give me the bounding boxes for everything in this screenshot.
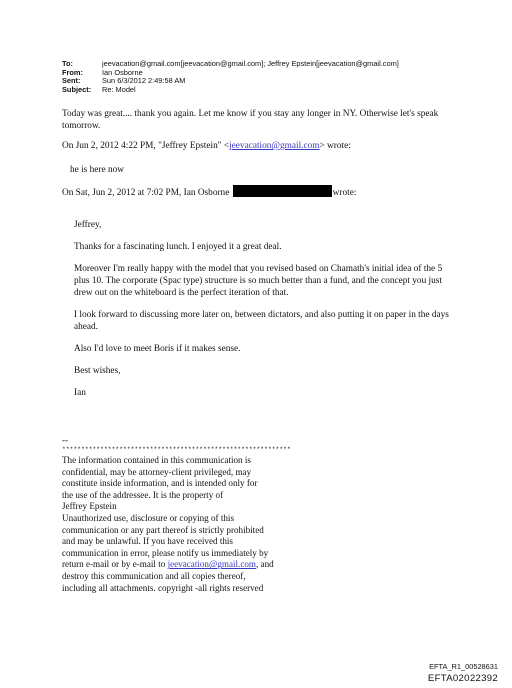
letter-closing: Best wishes, (74, 366, 121, 376)
notice-line: confidential, may be attorney-client privileged, may (62, 466, 252, 477)
header-to-row (62, 60, 502, 69)
confidentiality-notice (62, 455, 372, 594)
quote2-prefix: On Sat, Jun 2, 2012 at 7:02 PM, Ian Osborne (62, 188, 230, 198)
bates-number-1: EFTA_R1_00528631 (429, 662, 498, 671)
email-header (62, 60, 502, 94)
notice-line: including all attachments. copyright -all rights reserved (62, 582, 264, 593)
letter-paragraph-4: Also I'd love to meet Boris if it makes sense. (74, 344, 241, 354)
quote-header-2 (62, 185, 482, 199)
notice-line: Jeffrey Epstein (62, 501, 117, 512)
to-label: To: (62, 59, 73, 68)
notice-email-link[interactable]: jeevacation@gmail.com (167, 559, 256, 570)
signature-dash: -- (62, 435, 68, 445)
from-label: From: (62, 67, 83, 77)
notice-line-prefix: return e-mail or by e-mail to (62, 559, 168, 570)
quoted-letter (74, 219, 454, 409)
quote2-suffix: wrote: (332, 188, 357, 198)
signature-stars: ************************************************************ (62, 446, 291, 453)
notice-line: The information contained in this communication is (62, 455, 251, 465)
quote1-prefix: On Jun 2, 2012 4:22 PM, "Jeffrey Epstein" < (62, 141, 230, 151)
notice-line: communication or any part thereof is strictly prohibited (62, 524, 264, 535)
redaction-box (233, 185, 332, 197)
letter-salutation: Jeffrey, (74, 220, 102, 230)
notice-line: and may be unlawful. If you have received this (62, 536, 233, 547)
he-is-here-text: he is here now (70, 165, 124, 175)
notice-line: destroy this communication and all copies thereof, (62, 570, 246, 581)
header-from-row (62, 69, 502, 78)
letter-paragraph-3: I look forward to discussing more later on, between dictators, and also putting it on paper in the days ahead. (74, 310, 449, 332)
notice-line (62, 559, 372, 571)
sent-value: Sun 6/3/2012 2:49:58 AM (102, 77, 186, 86)
notice-line: communication in error, please notify us immediately by (62, 547, 269, 558)
sent-label: Sent: (62, 76, 81, 86)
header-subject-row (62, 86, 502, 95)
header-sent-row (62, 77, 502, 86)
quote1-email-link[interactable]: jeevacation@gmail.com (229, 141, 320, 151)
bates-number-2: EFTA02022392 (427, 673, 498, 684)
from-value: Ian Osborne (102, 68, 143, 77)
reply-text: Today was great.... thank you again. Let me know if you stay any longer in NY. Otherwise let's speak tomorrow. (62, 109, 439, 131)
notice-line: Unauthorized use, disclosure or copying of this (62, 512, 234, 523)
notice-line: the use of the addressee. It is the property of (62, 489, 224, 500)
subject-label: Subject: (62, 84, 92, 94)
notice-line: constitute inside information, and is intended only for (62, 478, 258, 489)
to-value: jeevacation@gmail.com[jeevacation@gmail.com]; Jeffrey Epstein[jeevacation@gmail.com] (102, 60, 399, 68)
notice-line-suffix: , and (255, 559, 274, 570)
letter-paragraph-2: Moreover I'm really happy with the model that you revised based on Chamath's initial idea of the 5 plus 10. The corporate (Spac type) structure is so much better than a fund, and the concept you just drew out on the whiteboard is the perfect iteration of that. (74, 264, 443, 298)
letter-paragraph-1: Thanks for a fascinating lunch. I enjoyed it a great deal. (74, 242, 282, 252)
letter-name: Ian (74, 388, 86, 398)
quote-header-1 (62, 140, 452, 152)
quote1-suffix: > wrote: (319, 141, 351, 151)
confidentiality-signature (62, 436, 372, 594)
subject-value: Re: Model (102, 85, 136, 94)
